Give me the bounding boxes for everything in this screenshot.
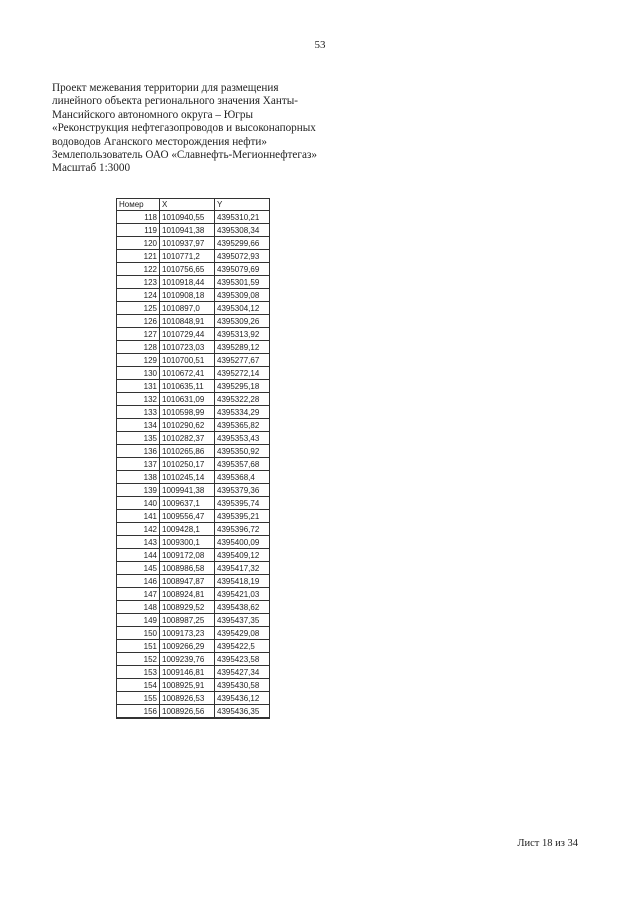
cell-number: 125 <box>117 302 160 315</box>
table-row <box>117 679 270 692</box>
cell-number: 119 <box>117 224 160 237</box>
table-row <box>117 484 270 497</box>
cell-y: 4395072,93 <box>215 250 270 263</box>
cell-x: 1010756,65 <box>160 263 215 276</box>
cell-x: 1008925,91 <box>160 679 215 692</box>
cell-number: 123 <box>117 276 160 289</box>
cell-y: 4395417,32 <box>215 562 270 575</box>
cell-y: 4395277,67 <box>215 354 270 367</box>
sheet-counter: Лист 18 из 34 <box>517 838 578 849</box>
cell-y: 4395438,62 <box>215 601 270 614</box>
table-row <box>117 601 270 614</box>
table-row <box>117 510 270 523</box>
cell-y: 4395365,82 <box>215 419 270 432</box>
cell-x: 1008929,52 <box>160 601 215 614</box>
cell-y: 4395395,74 <box>215 497 270 510</box>
cell-y: 4395289,12 <box>215 341 270 354</box>
cell-number: 139 <box>117 484 160 497</box>
cell-y: 4395409,12 <box>215 549 270 562</box>
table-row <box>117 263 270 276</box>
cell-number: 131 <box>117 380 160 393</box>
cell-y: 4395396,72 <box>215 523 270 536</box>
table-row <box>117 653 270 666</box>
table-row <box>117 367 270 380</box>
table-row <box>117 666 270 679</box>
heading-line: линейного объекта регионального значения Ханты- <box>52 95 298 108</box>
cell-x: 1010250,17 <box>160 458 215 471</box>
cell-number: 135 <box>117 432 160 445</box>
cell-x: 1010598,99 <box>160 406 215 419</box>
cell-x: 1008924,81 <box>160 588 215 601</box>
cell-number: 151 <box>117 640 160 653</box>
cell-number: 152 <box>117 653 160 666</box>
table-row <box>117 302 270 315</box>
cell-number: 154 <box>117 679 160 692</box>
table-row <box>117 328 270 341</box>
heading-line: Землепользователь ОАО «Славнефть-Мегионнефтегаз» <box>52 149 317 162</box>
cell-y: 4395350,92 <box>215 445 270 458</box>
cell-y: 4395308,34 <box>215 224 270 237</box>
cell-x: 1009172,08 <box>160 549 215 562</box>
cell-x: 1010897,0 <box>160 302 215 315</box>
cell-number: 121 <box>117 250 160 263</box>
table-row <box>117 354 270 367</box>
cell-y: 4395421,03 <box>215 588 270 601</box>
cell-y: 4395422,5 <box>215 640 270 653</box>
cell-number: 132 <box>117 393 160 406</box>
cell-x: 1009239,76 <box>160 653 215 666</box>
cell-x: 1010631,09 <box>160 393 215 406</box>
cell-y: 4395295,18 <box>215 380 270 393</box>
cell-y: 4395430,58 <box>215 679 270 692</box>
cell-x: 1010918,44 <box>160 276 215 289</box>
cell-x: 1010672,41 <box>160 367 215 380</box>
cell-x: 1009146,81 <box>160 666 215 679</box>
cell-number: 137 <box>117 458 160 471</box>
cell-y: 4395429,08 <box>215 627 270 640</box>
heading-line: водоводов Аганского месторождения нефти» <box>52 135 267 148</box>
cell-x: 1009173,23 <box>160 627 215 640</box>
cell-number: 118 <box>117 211 160 224</box>
table-row <box>117 705 270 719</box>
table-row <box>117 588 270 601</box>
table-body <box>117 211 270 719</box>
cell-number: 156 <box>117 705 160 719</box>
cell-y: 4395304,12 <box>215 302 270 315</box>
cell-number: 141 <box>117 510 160 523</box>
table-row <box>117 575 270 588</box>
cell-x: 1009556,47 <box>160 510 215 523</box>
cell-y: 4395334,29 <box>215 406 270 419</box>
cell-number: 140 <box>117 497 160 510</box>
heading-line: Проект межевания территории для размещения <box>52 82 279 94</box>
table-row <box>117 406 270 419</box>
heading-line: Масштаб 1:3000 <box>52 162 131 175</box>
cell-number: 127 <box>117 328 160 341</box>
cell-number: 138 <box>117 471 160 484</box>
cell-number: 146 <box>117 575 160 588</box>
column-header-number: Номер <box>117 199 160 211</box>
cell-number: 143 <box>117 536 160 549</box>
cell-y: 4395423,58 <box>215 653 270 666</box>
column-header-x: X <box>160 199 215 211</box>
table-row <box>117 640 270 653</box>
table-row <box>117 432 270 445</box>
cell-x: 1010908,18 <box>160 289 215 302</box>
cell-x: 1009428,1 <box>160 523 215 536</box>
cell-x: 1010282,37 <box>160 432 215 445</box>
cell-number: 147 <box>117 588 160 601</box>
cell-x: 1009300,1 <box>160 536 215 549</box>
cell-number: 126 <box>117 315 160 328</box>
table-header-row <box>117 199 270 211</box>
cell-y: 4395379,36 <box>215 484 270 497</box>
cell-number: 130 <box>117 367 160 380</box>
cell-y: 4395436,12 <box>215 692 270 705</box>
cell-y: 4395309,26 <box>215 315 270 328</box>
cell-y: 4395395,21 <box>215 510 270 523</box>
cell-x: 1008987,25 <box>160 614 215 627</box>
document-heading <box>52 82 352 176</box>
cell-number: 144 <box>117 549 160 562</box>
cell-x: 1010290,62 <box>160 419 215 432</box>
table-row <box>117 211 270 224</box>
cell-x: 1009637,1 <box>160 497 215 510</box>
cell-number: 129 <box>117 354 160 367</box>
cell-y: 4395353,43 <box>215 432 270 445</box>
cell-y: 4395357,68 <box>215 458 270 471</box>
cell-number: 149 <box>117 614 160 627</box>
heading-line: «Реконструкция нефтегазопроводов и высоконапорных <box>52 122 316 135</box>
table-row <box>117 393 270 406</box>
cell-number: 120 <box>117 237 160 250</box>
heading-line: Мансийского автономного округа – Югры <box>52 108 254 121</box>
cell-number: 148 <box>117 601 160 614</box>
cell-x: 1010723,03 <box>160 341 215 354</box>
cell-number: 142 <box>117 523 160 536</box>
cell-y: 4395309,08 <box>215 289 270 302</box>
cell-y: 4395437,35 <box>215 614 270 627</box>
table-row <box>117 523 270 536</box>
cell-number: 133 <box>117 406 160 419</box>
cell-x: 1010848,91 <box>160 315 215 328</box>
cell-y: 4395427,34 <box>215 666 270 679</box>
table-row <box>117 471 270 484</box>
table-row <box>117 289 270 302</box>
cell-y: 4395079,69 <box>215 263 270 276</box>
cell-y: 4395400,09 <box>215 536 270 549</box>
table-row <box>117 445 270 458</box>
cell-number: 150 <box>117 627 160 640</box>
cell-x: 1010700,51 <box>160 354 215 367</box>
table-row <box>117 497 270 510</box>
cell-number: 145 <box>117 562 160 575</box>
cell-number: 124 <box>117 289 160 302</box>
table-row <box>117 614 270 627</box>
cell-x: 1010635,11 <box>160 380 215 393</box>
table-row <box>117 692 270 705</box>
cell-number: 122 <box>117 263 160 276</box>
cell-x: 1010771,2 <box>160 250 215 263</box>
cell-y: 4395368,4 <box>215 471 270 484</box>
cell-number: 155 <box>117 692 160 705</box>
cell-number: 136 <box>117 445 160 458</box>
cell-x: 1009266,29 <box>160 640 215 653</box>
table-row <box>117 341 270 354</box>
cell-number: 128 <box>117 341 160 354</box>
table-row <box>117 276 270 289</box>
table-row <box>117 380 270 393</box>
table-row <box>117 315 270 328</box>
cell-x: 1010265,86 <box>160 445 215 458</box>
cell-y: 4395301,59 <box>215 276 270 289</box>
cell-x: 1008986,58 <box>160 562 215 575</box>
table-row <box>117 250 270 263</box>
table-row <box>117 549 270 562</box>
cell-number: 134 <box>117 419 160 432</box>
cell-x: 1010940,55 <box>160 211 215 224</box>
table-row <box>117 627 270 640</box>
cell-x: 1010729,44 <box>160 328 215 341</box>
table-row <box>117 419 270 432</box>
cell-x: 1010245,14 <box>160 471 215 484</box>
table-row <box>117 224 270 237</box>
cell-number: 153 <box>117 666 160 679</box>
cell-y: 4395299,66 <box>215 237 270 250</box>
table-row <box>117 562 270 575</box>
cell-y: 4395322,28 <box>215 393 270 406</box>
column-header-y: Y <box>215 199 270 211</box>
cell-x: 1008926,53 <box>160 692 215 705</box>
table-row <box>117 237 270 250</box>
cell-x: 1008926,56 <box>160 705 215 719</box>
cell-y: 4395313,92 <box>215 328 270 341</box>
page-number: 53 <box>314 39 326 51</box>
cell-x: 1008947,87 <box>160 575 215 588</box>
cell-y: 4395272,14 <box>215 367 270 380</box>
cell-x: 1009941,38 <box>160 484 215 497</box>
table-row <box>117 536 270 549</box>
cell-y: 4395310,21 <box>215 211 270 224</box>
cell-x: 1010937,97 <box>160 237 215 250</box>
coordinates-table <box>116 198 270 719</box>
cell-y: 4395436,35 <box>215 705 270 719</box>
table-row <box>117 458 270 471</box>
cell-y: 4395418,19 <box>215 575 270 588</box>
cell-x: 1010941,38 <box>160 224 215 237</box>
